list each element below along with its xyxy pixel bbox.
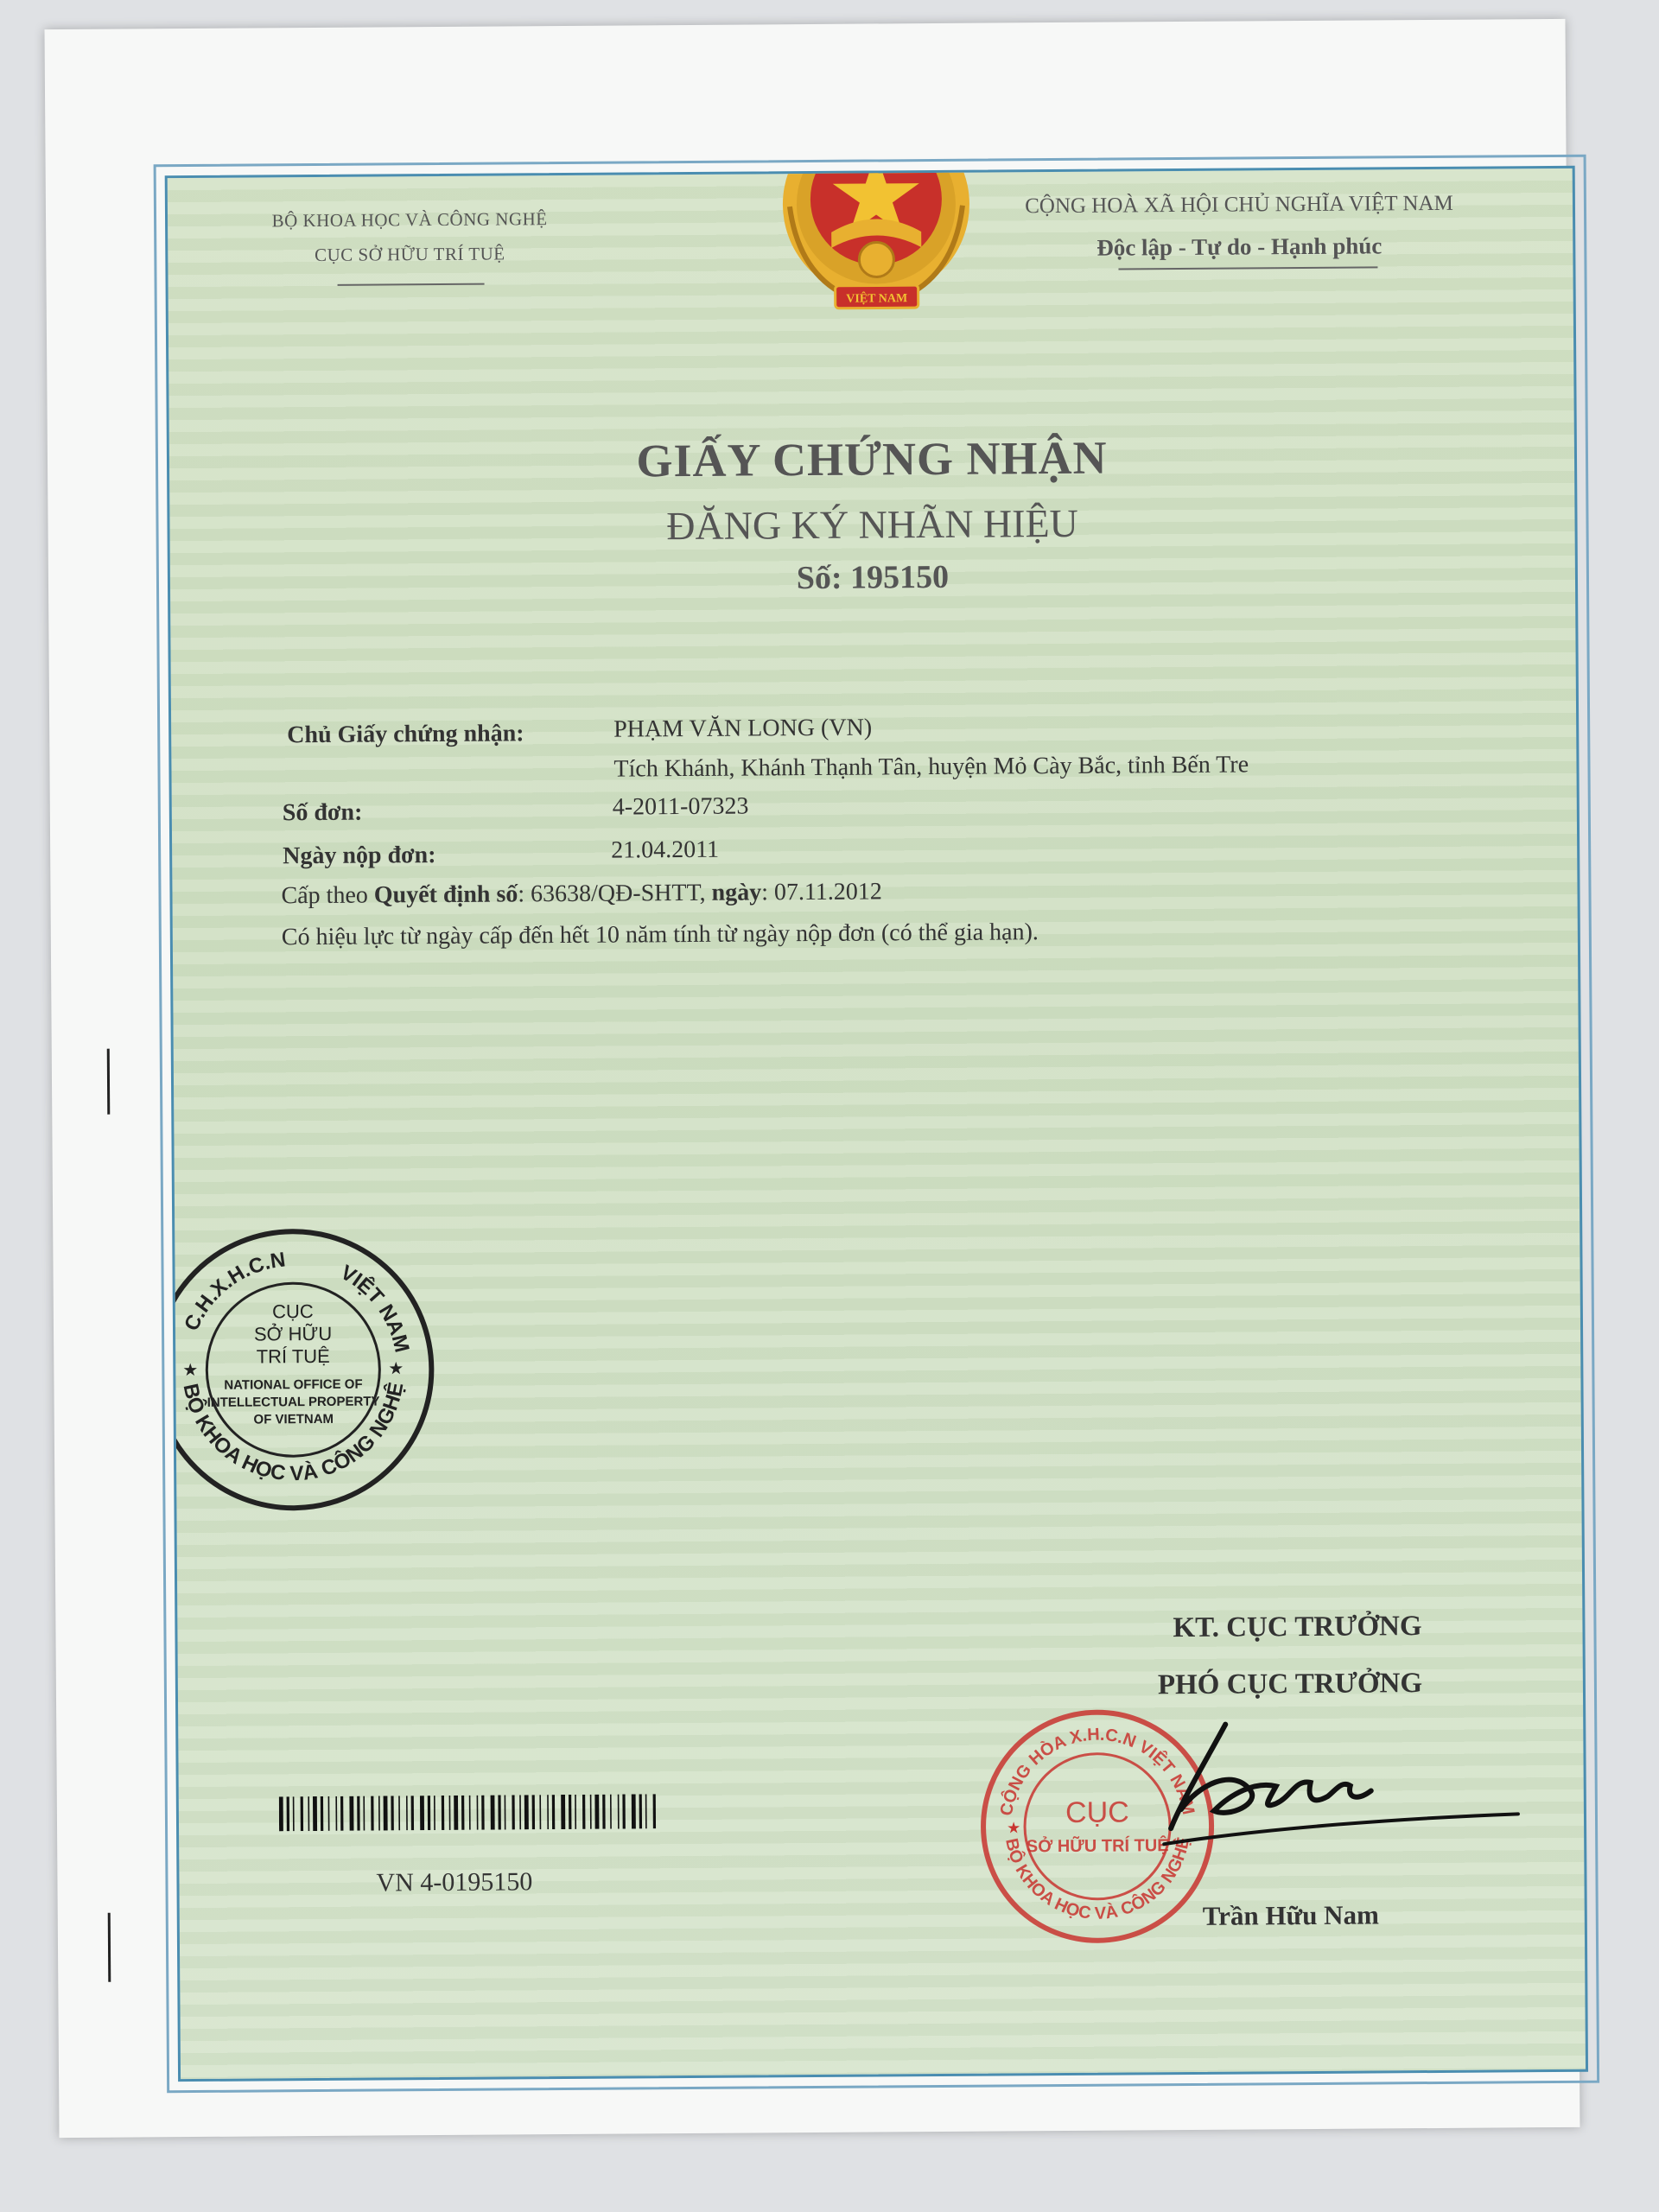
ministry-name: BỘ KHOA HỌC VÀ CÔNG NGHỆ	[271, 208, 548, 232]
barcode-bar	[406, 1796, 408, 1830]
barcode-bar	[582, 1795, 585, 1829]
red-seal-bottom-text: BỘ KHOA HỌC VÀ CÔNG NGHỆ	[1001, 1835, 1194, 1923]
barcode-bar	[293, 1796, 295, 1831]
decision-label: Quyết định số	[373, 880, 518, 909]
office-seal-black	[165, 1213, 450, 1527]
certificate-number: Số: 195150	[796, 558, 950, 597]
certificate-title: GIẤY CHỨNG NHẬN	[636, 431, 1108, 487]
decision-line	[281, 878, 882, 910]
barcode-bar	[434, 1796, 435, 1830]
decision-prefix: Cấp theo	[281, 881, 374, 910]
barcode-bar	[335, 1796, 337, 1831]
barcode-bar	[481, 1796, 484, 1830]
barcode-bar	[639, 1794, 642, 1828]
red-seal-line2: SỞ HỮU TRÍ TUỆ	[1026, 1836, 1169, 1857]
holder-address: Tích Khánh, Khánh Thạnh Tân, huyện Mỏ Cày Bắc, tỉnh Bến Tre	[613, 751, 1249, 783]
barcode-bar	[610, 1795, 612, 1829]
office-name: CỤC SỞ HỮU TRÍ TUỆ	[314, 243, 505, 265]
validity-statement: Có hiệu lực từ ngày cấp đến hết 10 năm tính từ ngày nộp đơn (có thể gia hạn).	[281, 918, 1039, 951]
black-seal-star-left-icon: ★	[182, 1360, 199, 1381]
barcode-bar	[363, 1796, 365, 1831]
barcode-bar	[618, 1795, 620, 1829]
black-seal-line1: CỤC	[271, 1300, 314, 1323]
barcode-bar	[524, 1795, 529, 1829]
emblem-ribbon-text: VIỆT NAM	[846, 292, 908, 306]
black-seal-en1: NATIONAL OFFICE OF	[224, 1376, 363, 1393]
barcode-bar	[461, 1796, 464, 1830]
barcode-bar	[552, 1795, 555, 1829]
handwritten-signature	[1146, 1705, 1527, 1854]
certificate-subtitle: ĐĂNG KÝ NHÃN HIỆU	[666, 500, 1078, 549]
application-number-label: Số đơn:	[282, 798, 363, 827]
sign-title-1: KT. CỤC TRƯỞNG	[1173, 1611, 1422, 1644]
signer-name: Trần Hữu Nam	[1202, 1899, 1379, 1931]
barcode-bar	[653, 1794, 656, 1828]
black-seal-en3: OF VIETNAM	[253, 1411, 334, 1427]
black-seal-star-right-icon: ★	[388, 1359, 404, 1379]
barcode-bar	[420, 1796, 424, 1830]
holder-name: PHẠM VĂN LONG (VN)	[613, 714, 873, 743]
svg-text:C.H.X.H.C.N	[179, 1248, 287, 1334]
red-seal-top-text: CỘNG HÒA X.H.C.N VIỆT NAM	[996, 1725, 1198, 1818]
barcode-bar	[340, 1796, 343, 1831]
certificate	[165, 166, 1588, 2082]
barcode-bar	[391, 1796, 393, 1830]
margin-mark-top	[107, 1049, 111, 1115]
barcode-bar	[313, 1796, 317, 1831]
national-emblem-icon	[763, 166, 989, 328]
barcode-bar	[308, 1796, 309, 1831]
black-seal-bottom-text: BỘ KHOA HỌC VÀ CÔNG NGHỆ	[178, 1380, 409, 1486]
decision-number: : 63638/QĐ-SHTT,	[518, 879, 712, 908]
barcode-bar	[590, 1795, 592, 1829]
header-left	[168, 200, 652, 273]
barcode-bar	[594, 1795, 599, 1829]
barcode-bar	[301, 1796, 303, 1831]
margin-mark-bottom	[108, 1913, 111, 1982]
barcode-bar	[477, 1796, 479, 1830]
decision-date: : 07.11.2012	[761, 878, 882, 906]
barcode-bar	[622, 1795, 625, 1829]
barcode-bar	[561, 1795, 565, 1829]
barcode-bar	[321, 1796, 323, 1831]
filing-date: 21.04.2011	[611, 836, 720, 864]
barcode-bar	[454, 1796, 458, 1830]
barcode-bar	[505, 1795, 506, 1829]
country-name: CỘNG HOÀ XÃ HỘI CHỦ NGHĨA VIỆT NAM	[1025, 191, 1453, 219]
barcode-bar	[645, 1794, 647, 1828]
black-seal-right-text: VIỆT NAM	[336, 1261, 414, 1355]
document-sheet	[45, 19, 1580, 2138]
application-number: 4-2011-07323	[612, 792, 749, 821]
black-seal-line2: SỞ HỮU	[253, 1322, 333, 1345]
barcode-bar	[411, 1796, 414, 1830]
barcode-bar	[491, 1796, 495, 1830]
barcode-number: VN 4-0195150	[376, 1867, 533, 1897]
barcode-bar	[469, 1796, 471, 1830]
barcode-bar	[378, 1796, 380, 1831]
barcode-icon	[279, 1794, 659, 1831]
barcode-bar	[539, 1795, 541, 1829]
barcode-bar	[575, 1795, 576, 1829]
red-seal-star-icon: ★	[1006, 1819, 1021, 1837]
barcode-bar	[512, 1795, 514, 1829]
national-motto: Độc lập - Tự do - Hạnh phúc	[1096, 232, 1382, 261]
barcode-bar	[428, 1796, 430, 1830]
barcode-bar	[287, 1796, 289, 1831]
barcode-bar	[569, 1795, 571, 1829]
black-seal-en2: INTELLECTUAL PROPERTY	[207, 1394, 380, 1410]
barcode-bar	[519, 1795, 521, 1829]
barcode-bar	[498, 1796, 500, 1830]
barcode-bar	[349, 1796, 353, 1831]
red-seal-line1: CỤC	[1065, 1796, 1129, 1829]
header-right	[963, 182, 1516, 269]
holder-label: Chủ Giấy chứng nhận:	[287, 720, 524, 749]
barcode-bar	[384, 1796, 388, 1830]
sign-title-2: PHÓ CỤC TRƯỞNG	[1157, 1668, 1423, 1701]
barcode-bar	[357, 1796, 359, 1831]
black-seal-top-text: C.H.X.H.C.N	[180, 1248, 288, 1335]
barcode-bar	[398, 1796, 400, 1830]
header-left-rule	[338, 283, 485, 286]
barcode-bar	[547, 1795, 549, 1829]
barcode-bar	[449, 1796, 451, 1830]
barcode-bar	[371, 1796, 373, 1831]
black-seal-line3: TRÍ TUỆ	[256, 1344, 330, 1368]
barcode-bar	[532, 1795, 535, 1829]
barcode-bar	[328, 1796, 330, 1831]
barcode-bar	[279, 1796, 283, 1831]
barcode-bar	[632, 1794, 636, 1828]
filing-date-label: Ngày nộp đơn:	[283, 842, 436, 870]
decision-date-label: ngày	[711, 879, 762, 906]
barcode-bar	[602, 1795, 605, 1829]
barcode-bar	[442, 1796, 444, 1830]
